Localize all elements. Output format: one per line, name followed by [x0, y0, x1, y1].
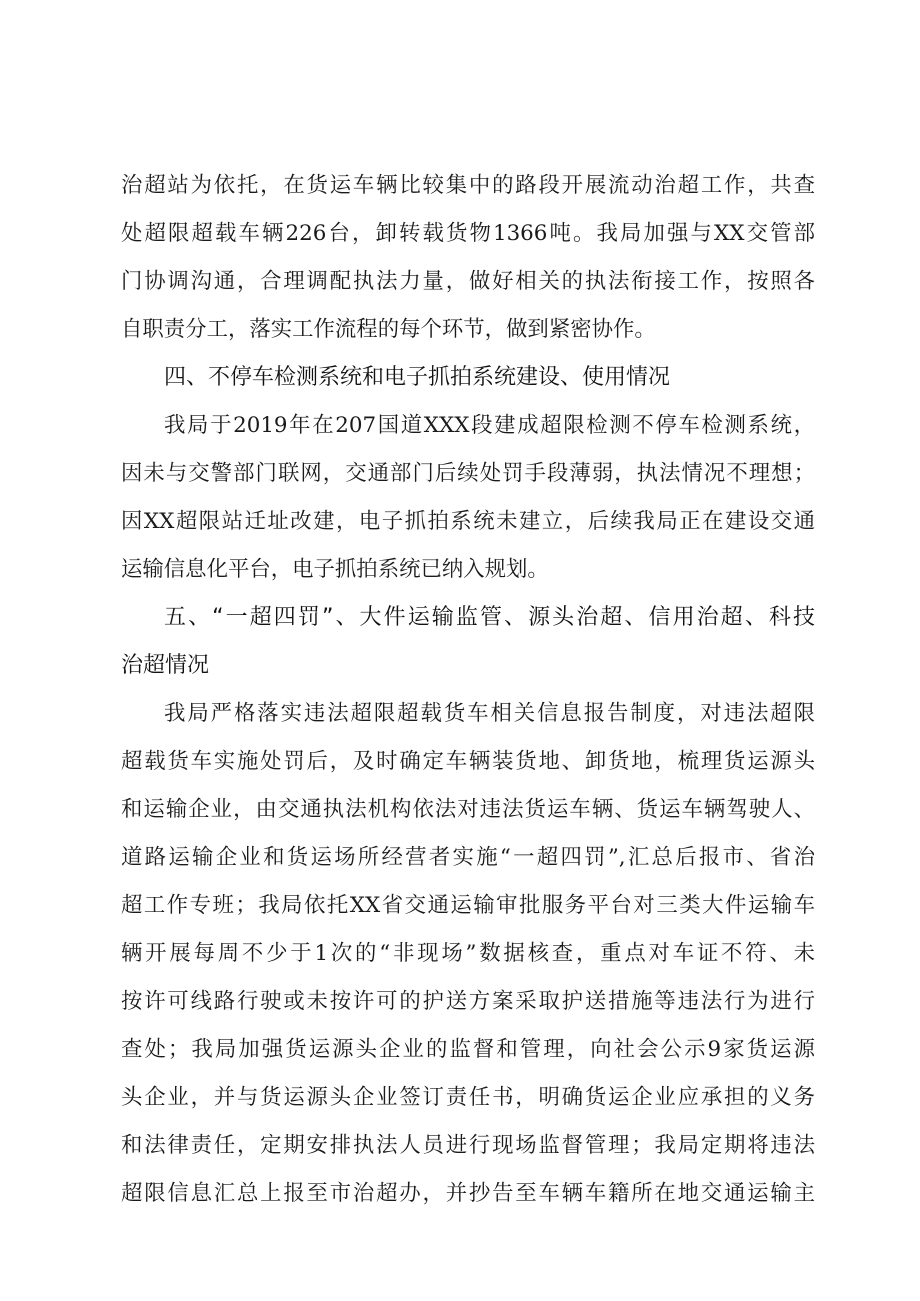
document-body — [121, 162, 815, 1218]
paragraph-intro — [121, 162, 815, 354]
text-line: 因未与交警部门联网，交通部门后续处罚手段薄弱，执法情况不理想； — [121, 461, 815, 486]
text-line: 超限信息汇总上报至市治超办，并抄告至车辆车籍所在地交通运输主 — [121, 1181, 815, 1206]
text-line: 因XX超限站迁址改建，电子抓拍系统未建立，后续我局正在建设交通 — [121, 509, 815, 534]
text-line: 自职责分工，落实工作流程的每个环节，做到紧密协作。 — [121, 317, 656, 342]
paragraph-section-5 — [121, 690, 815, 1218]
text-line: 我局严格落实违法超限超载货车相关信息报告制度，对违法超限 — [164, 701, 815, 726]
text-line: 运输信息化平台，电子抓拍系统已纳入规划。 — [121, 557, 549, 582]
text-line: 处超限超载车辆226台，卸转载货物1366吨。我局加强与XX交管部 — [121, 221, 815, 246]
text-line: 我局于2019年在207国道XXX段建成超限检测不停车检测系统， — [164, 413, 815, 438]
text-line: 按许可线路行驶或未按许可的护送方案采取护送措施等违法行为进行 — [121, 989, 815, 1014]
text-line: 门协调沟通，合理调配执法力量，做好相关的执法衔接工作，按照各 — [121, 269, 815, 294]
text-line: 超载货车实施处罚后，及时确定车辆装货地、卸货地，梳理货运源头 — [121, 749, 815, 774]
text-line: 道路运输企业和货运场所经营者实施“一超四罚”,汇总后报市、省治 — [121, 845, 815, 870]
section-heading-4: 四、不停车检测系统和电子抓拍系统建设、使用情况 — [164, 365, 671, 390]
section-heading-5-cont: 治超情况 — [121, 653, 210, 678]
text-line: 治超站为依托，在货运车辆比较集中的路段开展流动治超工作，共查 — [121, 173, 815, 198]
text-line: 辆开展每周不少于1次的“非现场”数据核查，重点对车证不符、未 — [121, 941, 815, 966]
text-line: 和运输企业，由交通执法机构依法对违法货运车辆、货运车辆驾驶人、 — [121, 797, 815, 822]
text-line: 头企业，并与货运源头企业签订责任书，明确货运企业应承担的义务 — [121, 1085, 815, 1110]
text-line: 查处；我局加强货运源头企业的监督和管理，向社会公示9家货运源 — [121, 1037, 815, 1062]
text-line: 和法律责任，定期安排执法人员进行现场监督管理；我局定期将违法 — [121, 1133, 815, 1158]
text-line: 超工作专班；我局依托XX省交通运输审批服务平台对三类大件运输车 — [121, 893, 815, 918]
section-heading-5: 五、“一超四罚”、大件运输监管、源头治超、信用治超、科技 — [164, 605, 816, 630]
paragraph-section-4 — [121, 402, 815, 594]
